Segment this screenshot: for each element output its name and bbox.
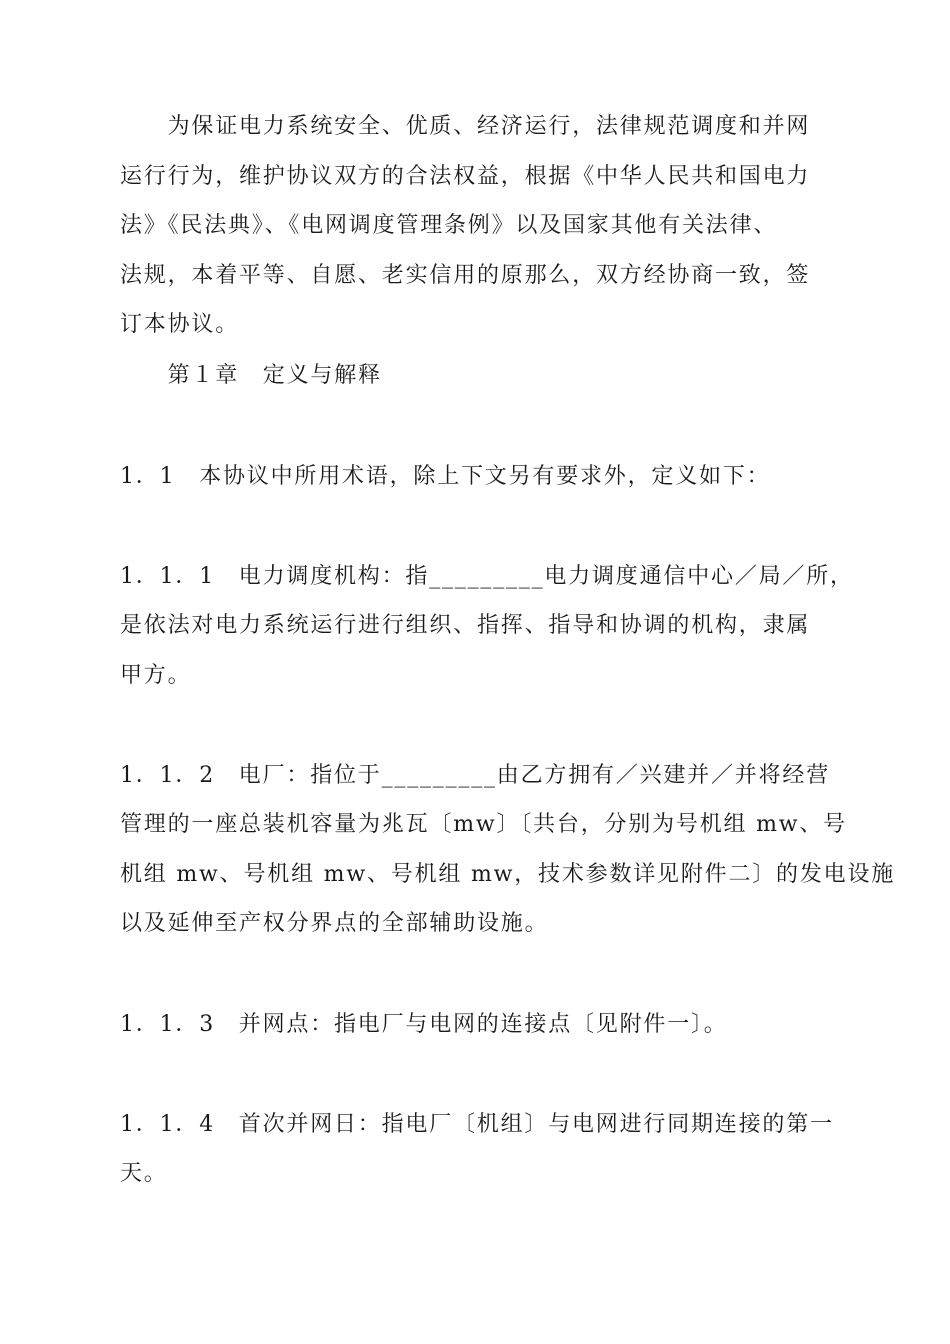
clause-line: 机组 mw、号机组 mw、号机组 mw，技术参数详见附件二〕的发电设施 xyxy=(120,862,896,887)
clause-line: 1．1．4 首次并网日：指电厂〔机组〕与电网进行同期连接的第一 xyxy=(120,1112,834,1137)
clause-line: 1．1 本协议中所用术语，除上下文另有要求外，定义如下： xyxy=(120,464,771,489)
clause-line: 天。 xyxy=(120,1161,168,1186)
clause-line: 1．1．1 电力调度机构：指_________电力调度通信中心／局／所， xyxy=(120,564,854,589)
preamble-line: 运行行为，维护协议双方的合法权益，根据《中华人民共和国电力 xyxy=(120,164,811,189)
clause-line: 是依法对电力系统运行进行组织、指挥、指导和协调的机构，隶属 xyxy=(120,613,811,638)
preamble-line: 为保证电力系统安全、优质、经济运行，法律规范调度和并网 xyxy=(120,114,811,139)
chapter-heading: 第１章 定义与解释 xyxy=(120,363,382,388)
clause-line: 以及延伸至产权分界点的全部辅助设施。 xyxy=(120,911,549,936)
preamble-line: 法规，本着平等、自愿、老实信用的原那么，双方经协商一致，签 xyxy=(120,263,811,288)
preamble-line: 订本协议。 xyxy=(120,312,240,337)
preamble-line: 法》《民法典》、《电网调度管理条例》以及国家其他有关法律、 xyxy=(120,213,778,238)
clause-line: 甲方。 xyxy=(120,663,192,688)
clause-line: 管理的一座总装机容量为兆瓦〔mw〕〔共台，分别为号机组 mw、号 xyxy=(120,812,847,837)
clause-line: 1．1．2 电厂：指位于_________由乙方拥有／兴建并／并将经营 xyxy=(120,763,830,788)
clause-line: 1．1．3 并网点：指电厂与电网的连接点〔见附件一〕。 xyxy=(120,1012,728,1037)
